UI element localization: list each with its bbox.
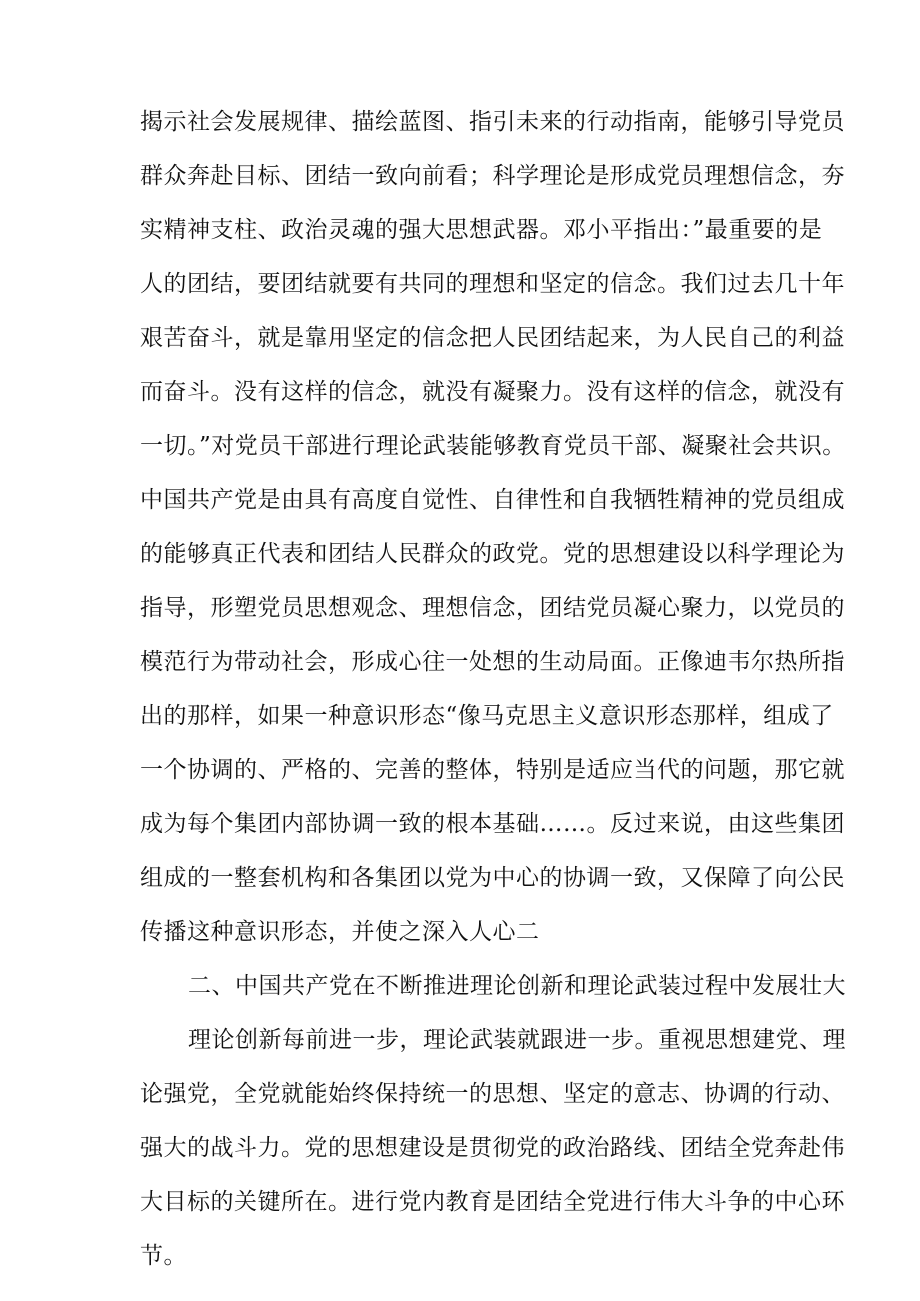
paragraph-line: 而奋斗。没有这样的信念，就没有凝聚力。没有这样的信念，就没有 [140,379,845,405]
paragraph-line: 论强党，全党就能始终保持统一的思想、坚定的意志、协调的行动、 [140,1081,845,1107]
paragraph-line: 的能够真正代表和团结人民群众的政党。党的思想建设以科学理论为 [140,541,845,567]
paragraph-line: 指导，形塑党员思想观念、理想信念，团结党员凝心聚力，以党员的 [140,595,845,621]
paragraph-line: 群众奔赴目标、团结一致向前看；科学理论是形成党员理想信念，夯 [140,163,845,189]
paragraph-line: 实精神支柱、政治灵魂的强大思想武器。邓小平指出：”最重要的是 [140,217,823,243]
paragraph-line: 人的团结，要团结就要有共同的理想和坚定的信念。我们过去几十年 [140,271,845,297]
paragraph-line: 大目标的关键所在。进行党内教育是团结全党进行伟大斗争的中心环 [140,1189,845,1215]
paragraph-line: 出的那样，如果一种意识形态“像马克思主义意识形态那样，组成了 [140,703,834,729]
paragraph-line: 模范行为带动社会，形成心往一处想的生动局面。正像迪韦尔热所指 [140,649,845,675]
paragraph-line: 理论创新每前进一步，理论武装就跟进一步。重视思想建党、理 [188,1027,846,1053]
paragraph-line: 一个协调的、严格的、完善的整体，特别是适应当代的问题，那它就 [140,757,845,783]
section-heading: 二、中国共产党在不断推进理论创新和理论武装过程中发展壮大 [188,973,846,999]
paragraph-line: 节。 [140,1243,187,1269]
paragraph-line: 组成的一整套机构和各集团以党为中心的协调一致，又保障了向公民 [140,865,845,891]
paragraph-line: 一切。”对党员干部进行理论武装能够教育党员干部、凝聚社会共识。 [140,433,846,459]
paragraph-line: 强大的战斗力。党的思想建设是贯彻党的政治路线、团结全党奔赴伟 [140,1135,845,1161]
paragraph-line: 揭示社会发展规律、描绘蓝图、指引未来的行动指南，能够引导党员 [140,109,845,135]
paragraph-line: 艰苦奋斗，就是靠用坚定的信念把人民团结起来，为人民自己的利益 [140,325,845,351]
paragraph-line: 中国共产党是由具有高度自觉性、自律性和自我牺牲精神的党员组成 [140,487,845,513]
paragraph-line: 成为每个集团内部协调一致的根本基础……。反过来说，由这些集团 [140,811,845,837]
paragraph-line: 传播这种意识形态，并使之深入人心二 [140,919,540,945]
